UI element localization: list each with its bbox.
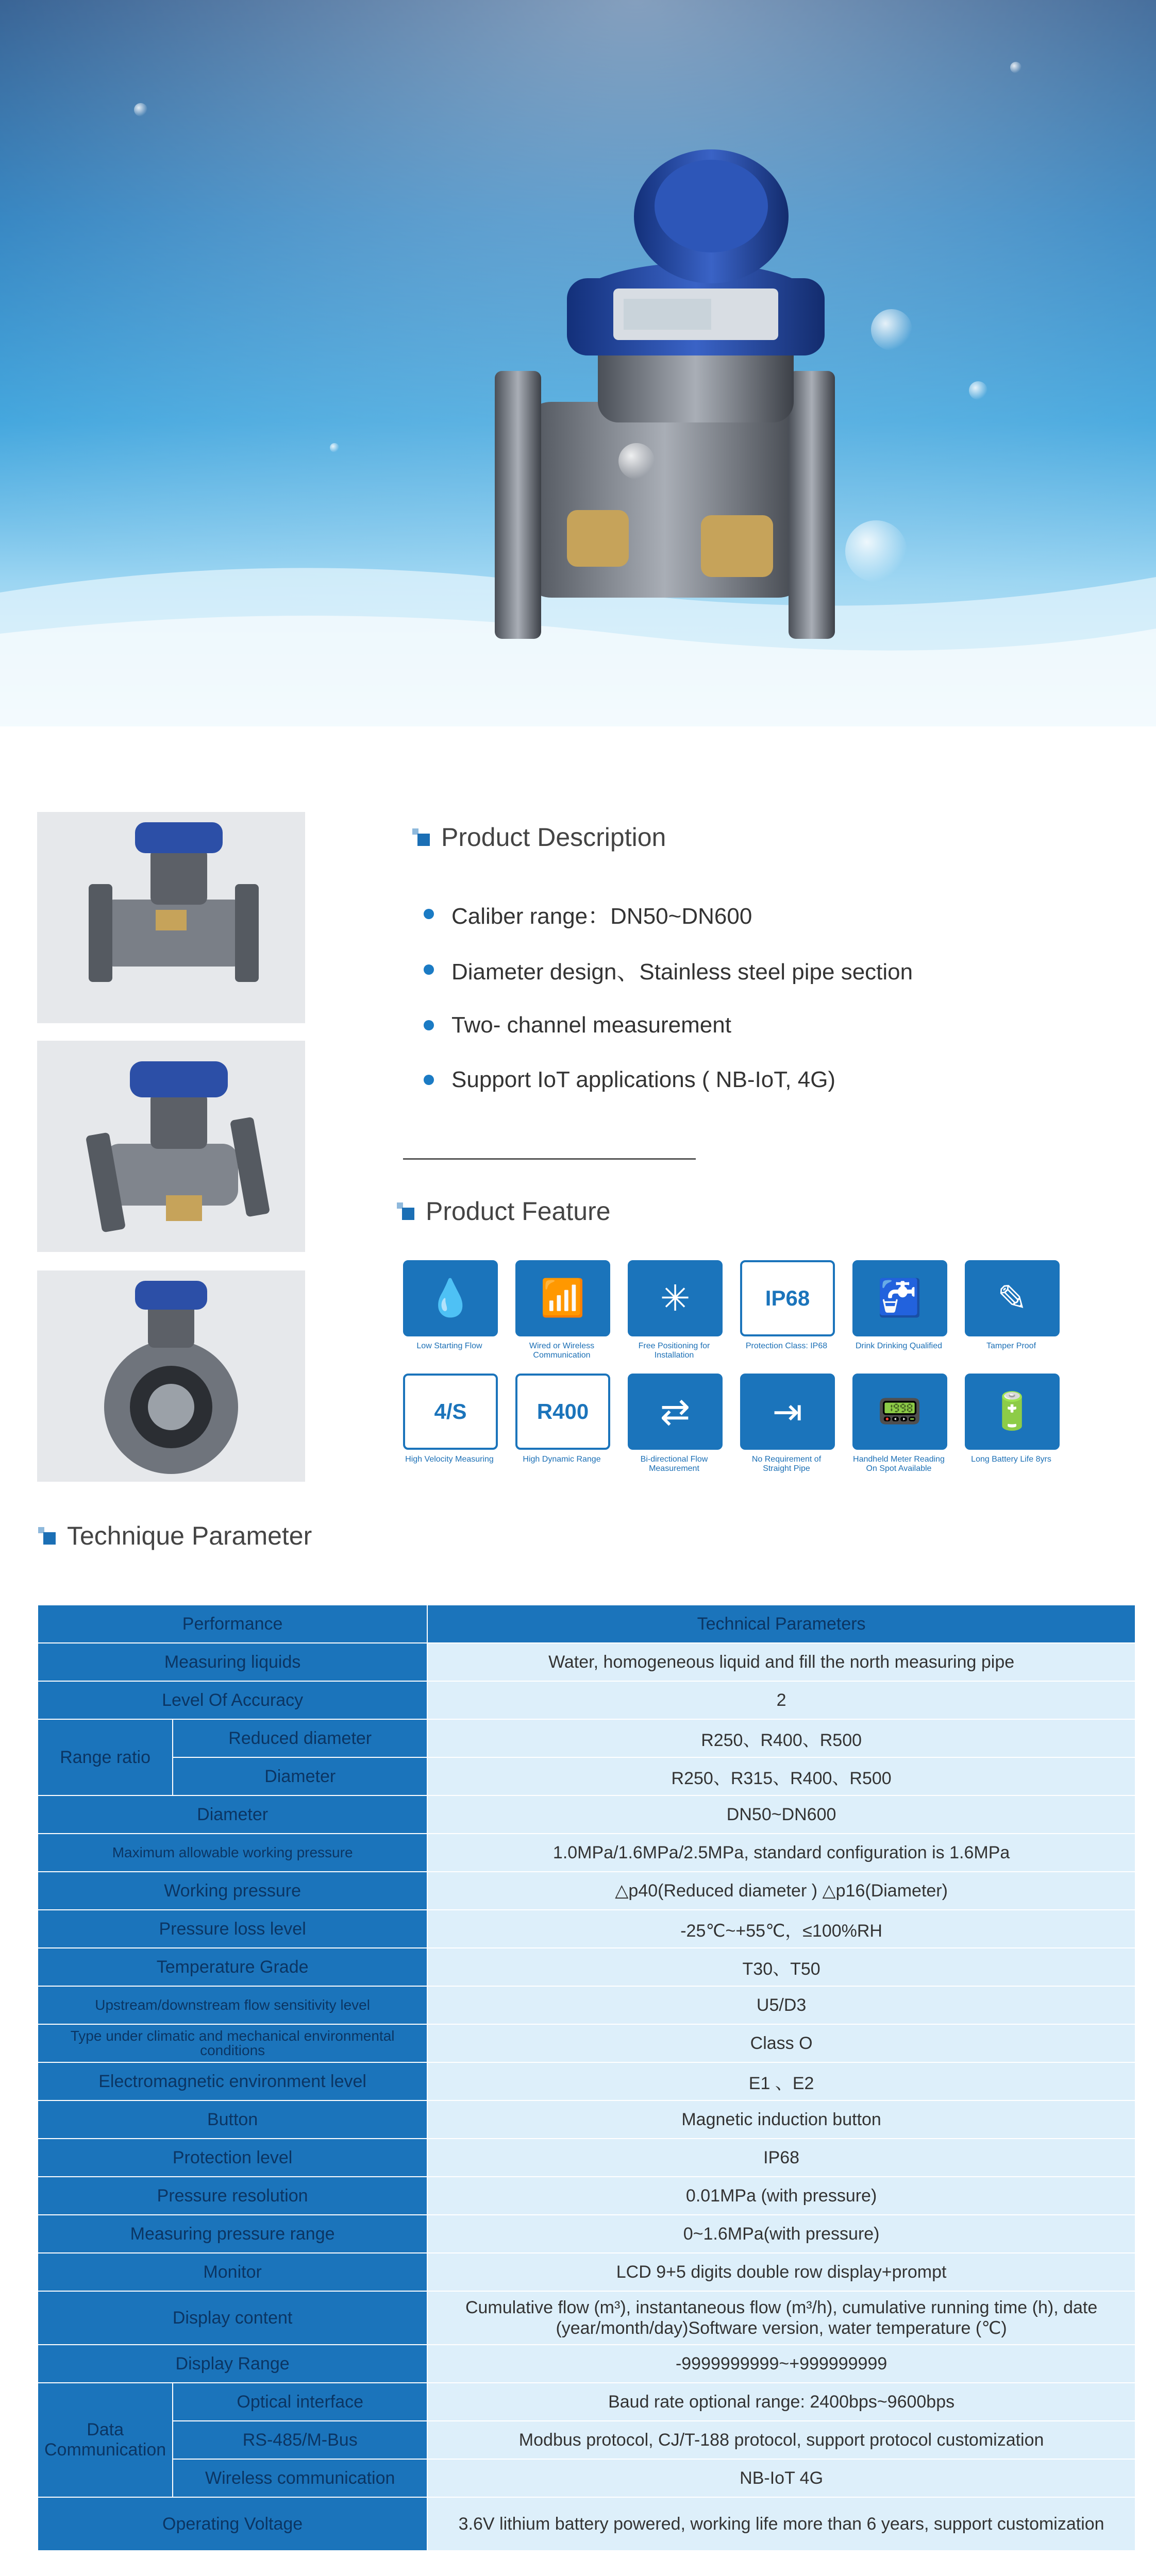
param-label: Pressure loss level xyxy=(38,1910,427,1948)
feature-item xyxy=(740,1260,833,1351)
param-label: Level Of Accuracy xyxy=(38,1681,427,1719)
network-nodes-icon: ✳ xyxy=(628,1260,723,1336)
wifi-usb-icon: 📶 xyxy=(515,1260,610,1336)
table-row xyxy=(38,1757,1135,1795)
straight-pipe-icon: ⇥ xyxy=(740,1374,835,1450)
feature-label: High Velocity Measuring xyxy=(405,1455,494,1464)
param-value: E1 、E2 xyxy=(427,2062,1135,2100)
param-label: RS-485/M-Bus xyxy=(173,2421,427,2459)
feature-item xyxy=(740,1374,833,1473)
feature-item xyxy=(403,1260,496,1351)
velocity-icon: 4/S xyxy=(403,1374,498,1450)
feature-label: Bi-directional Flow Measurement xyxy=(640,1455,708,1473)
table-row xyxy=(38,2383,1135,2421)
table-row xyxy=(38,2253,1135,2291)
header-cell: Performance xyxy=(38,1605,427,1643)
hero-illustration xyxy=(0,0,1156,726)
param-label: Display Range xyxy=(38,2345,427,2383)
param-value: 3.6V lithium battery powered, working life more than 6 years, support customization xyxy=(427,2497,1135,2551)
feature-item xyxy=(852,1260,945,1351)
table-row xyxy=(38,1948,1135,1986)
param-value: Water, homogeneous liquid and fill the north measuring pipe xyxy=(427,1643,1135,1681)
param-value: 0.01MPa (with pressure) xyxy=(427,2177,1135,2215)
description-bullet: Support IoT applications ( NB-IoT, 4G) xyxy=(424,1064,835,1095)
feature-item xyxy=(628,1260,721,1360)
param-label: Pressure resolution xyxy=(38,2177,427,2215)
table-row xyxy=(38,2100,1135,2139)
feature-label: Long Battery Life 8yrs xyxy=(971,1455,1051,1464)
hero-banner xyxy=(0,0,1156,726)
table-row xyxy=(38,2291,1135,2345)
table-row xyxy=(38,2459,1135,2497)
param-value: 1.0MPa/1.6MPa/2.5MPa, standard configuration is 1.6MPa xyxy=(427,1834,1135,1872)
param-value: DN50~DN600 xyxy=(427,1795,1135,1834)
bullet-icon xyxy=(424,1020,434,1030)
tamper-icon: ✎ xyxy=(965,1260,1060,1336)
param-label: Display content xyxy=(38,2291,427,2345)
product-description-title: Product Description xyxy=(412,822,666,852)
feature-label: Protection Class: IP68 xyxy=(745,1342,828,1350)
param-value: -9999999999~+999999999 xyxy=(427,2345,1135,2383)
param-value: R250、R400、R500 xyxy=(427,1719,1135,1757)
divider xyxy=(403,1158,696,1160)
param-value: T30、T50 xyxy=(427,1948,1135,1986)
feature-item xyxy=(515,1260,608,1360)
param-value: 0~1.6MPa(with pressure) xyxy=(427,2215,1135,2253)
param-value: IP68 xyxy=(427,2139,1135,2177)
feature-item xyxy=(852,1374,945,1473)
param-value: Magnetic induction button xyxy=(427,2100,1135,2139)
param-label: Measuring liquids xyxy=(38,1643,427,1681)
param-label: Optical interface xyxy=(173,2383,427,2421)
table-row xyxy=(38,2421,1135,2459)
feature-label: Low Starting Flow xyxy=(416,1342,482,1350)
bullet-icon xyxy=(424,909,434,919)
table-row xyxy=(38,1643,1135,1681)
feature-item xyxy=(403,1374,496,1464)
feature-item xyxy=(965,1260,1058,1351)
param-label: Measuring pressure range xyxy=(38,2215,427,2253)
table-row xyxy=(38,2345,1135,2383)
table-row xyxy=(38,1719,1135,1757)
description-bullet: Caliber range：DN50~DN600 xyxy=(424,899,752,929)
feature-item xyxy=(515,1374,608,1464)
param-value: Baud rate optional range: 2400bps~9600bps xyxy=(427,2383,1135,2421)
param-label: Temperature Grade xyxy=(38,1948,427,1986)
param-value: Modbus protocol, CJ/T-188 protocol, support protocol customization xyxy=(427,2421,1135,2459)
description-bullet: Two- channel measurement xyxy=(424,1010,731,1041)
section-marker-icon xyxy=(397,1202,414,1220)
table-row xyxy=(38,1872,1135,1910)
feature-label: High Dynamic Range xyxy=(523,1455,601,1464)
feature-label: Drink Drinking Qualified xyxy=(855,1342,943,1350)
table-row xyxy=(38,2497,1135,2551)
table-row xyxy=(38,1986,1135,2024)
param-value: U5/D3 xyxy=(427,1986,1135,2024)
param-value: Cumulative flow (m³), instantaneous flow (m³/h), cumulative running time (h), date (year/month/day)Software version, water temperature (℃) xyxy=(427,2291,1135,2345)
param-value: LCD 9+5 digits double row display+prompt xyxy=(427,2253,1135,2291)
handheld-icon: 📟 xyxy=(852,1374,947,1450)
param-value: Class O xyxy=(427,2024,1135,2062)
bullet-icon xyxy=(424,1075,434,1085)
battery-icon: 🔋 xyxy=(965,1374,1060,1450)
feature-label: Tamper Proof xyxy=(986,1342,1036,1350)
product-thumb-3 xyxy=(37,1270,305,1482)
water-drop-icon: 💧 xyxy=(403,1260,498,1336)
param-label: Wireless communication xyxy=(173,2459,427,2497)
param-label: Operating Voltage xyxy=(38,2497,427,2551)
table-row xyxy=(38,2139,1135,2177)
param-value: △p40(Reduced diameter ) △p16(Diameter) xyxy=(427,1872,1135,1910)
param-value: -25℃~+55℃，≤100%RH xyxy=(427,1910,1135,1948)
param-label: Maximum allowable working pressure xyxy=(38,1834,427,1872)
feature-label: Wired or Wireless Communication xyxy=(529,1342,595,1360)
feature-label: Free Positioning for Installation xyxy=(638,1342,710,1360)
param-label: Button xyxy=(38,2100,427,2139)
technique-table xyxy=(37,1604,1136,2551)
description-bullet: Diameter design、Stainless steel pipe section xyxy=(424,954,913,985)
feature-item xyxy=(628,1374,721,1473)
table-row xyxy=(38,2062,1135,2100)
param-value: 2 xyxy=(427,1681,1135,1719)
table-row xyxy=(38,1834,1135,1872)
header-cell: Technical Parameters xyxy=(427,1605,1135,1643)
product-thumb-2 xyxy=(37,1041,305,1252)
param-label: Protection level xyxy=(38,2139,427,2177)
bidirectional-icon: ⇄ xyxy=(628,1374,723,1450)
feature-label: No Requirement of Straight Pipe xyxy=(751,1455,822,1473)
table-row xyxy=(38,1795,1135,1834)
table-row xyxy=(38,2177,1135,2215)
feature-label: Handheld Meter Reading On Spot Available xyxy=(853,1455,945,1473)
group-cell: Data Communication xyxy=(38,2383,173,2497)
param-label: Diameter xyxy=(173,1757,427,1795)
param-label: Monitor xyxy=(38,2253,427,2291)
param-value: NB-IoT 4G xyxy=(427,2459,1135,2497)
faucet-icon: 🚰 xyxy=(852,1260,947,1336)
feature-item xyxy=(965,1374,1058,1464)
param-value: R250、R315、R400、R500 xyxy=(427,1757,1135,1795)
bullet-icon xyxy=(424,964,434,975)
param-label: Type under climatic and mechanical environmental conditions xyxy=(38,2024,427,2062)
group-cell: Range ratio xyxy=(38,1719,173,1795)
param-label: Diameter xyxy=(38,1795,427,1834)
param-label: Working pressure xyxy=(38,1872,427,1910)
section-marker-icon xyxy=(38,1527,56,1545)
table-row xyxy=(38,2215,1135,2253)
ip68-icon: IP68 xyxy=(740,1260,835,1336)
table-row xyxy=(38,2024,1135,2062)
param-label: Reduced diameter xyxy=(173,1719,427,1757)
technique-parameter-title: Technique Parameter xyxy=(38,1521,312,1551)
product-feature-title: Product Feature xyxy=(397,1196,611,1226)
r400-icon: R400 xyxy=(515,1374,610,1450)
table-header-row xyxy=(38,1605,1135,1643)
table-row xyxy=(38,1681,1135,1719)
param-label: Upstream/downstream flow sensitivity level xyxy=(38,1986,427,2024)
table-row xyxy=(38,1910,1135,1948)
product-thumb-1 xyxy=(37,812,305,1023)
section-marker-icon xyxy=(412,828,430,846)
param-label: Electromagnetic environment level xyxy=(38,2062,427,2100)
